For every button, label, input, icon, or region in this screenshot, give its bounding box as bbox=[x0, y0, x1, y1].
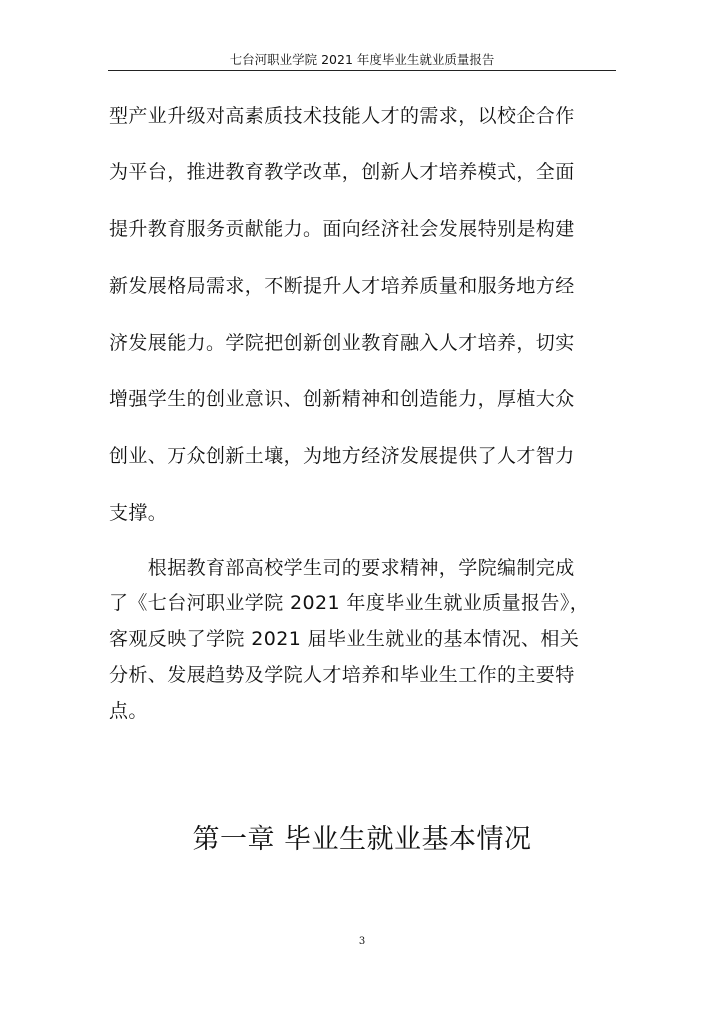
paragraph-line: 分析、发展趋势及学院人才培养和毕业生工作的主要特 bbox=[109, 664, 575, 686]
paragraph-line: 提升教育服务贡献能力。面向经济社会发展特别是构建 bbox=[109, 218, 575, 240]
paragraph-line: 增强学生的创业意识、创新精神和创造能力，厚植大众 bbox=[109, 388, 575, 410]
page-number: 3 bbox=[358, 936, 366, 947]
paragraph-line: 点。 bbox=[109, 700, 148, 722]
chapter-heading: 第一章 毕业生就业基本情况 bbox=[192, 824, 532, 855]
paragraph-line: 客观反映了学院 2021 届毕业生就业的基本情况、相关 bbox=[109, 628, 580, 650]
paragraph-line: 型产业升级对高素质技术技能人才的需求，以校企合作 bbox=[109, 105, 575, 127]
page-header: 七台河职业学院 2021 年度毕业生就业质量报告 bbox=[229, 52, 495, 67]
header-divider bbox=[108, 70, 616, 71]
paragraph-line: 根据教育部高校学生司的要求精神，学院编制完成 bbox=[109, 557, 575, 579]
paragraph-line: 为平台，推进教育教学改革，创新人才培养模式，全面 bbox=[109, 161, 575, 183]
paragraph-line: 创业、万众创新土壤，为地方经济发展提供了人才智力 bbox=[109, 445, 575, 467]
paragraph-line: 济发展能力。学院把创新创业教育融入人才培养，切实 bbox=[109, 332, 575, 354]
paragraph-line: 新发展格局需求，不断提升人才培养质量和服务地方经 bbox=[109, 275, 575, 297]
paragraph-line: 了《七台河职业学院 2021 年度毕业生就业质量报告》， bbox=[109, 592, 590, 614]
paragraph-line: 支撑。 bbox=[109, 502, 168, 524]
